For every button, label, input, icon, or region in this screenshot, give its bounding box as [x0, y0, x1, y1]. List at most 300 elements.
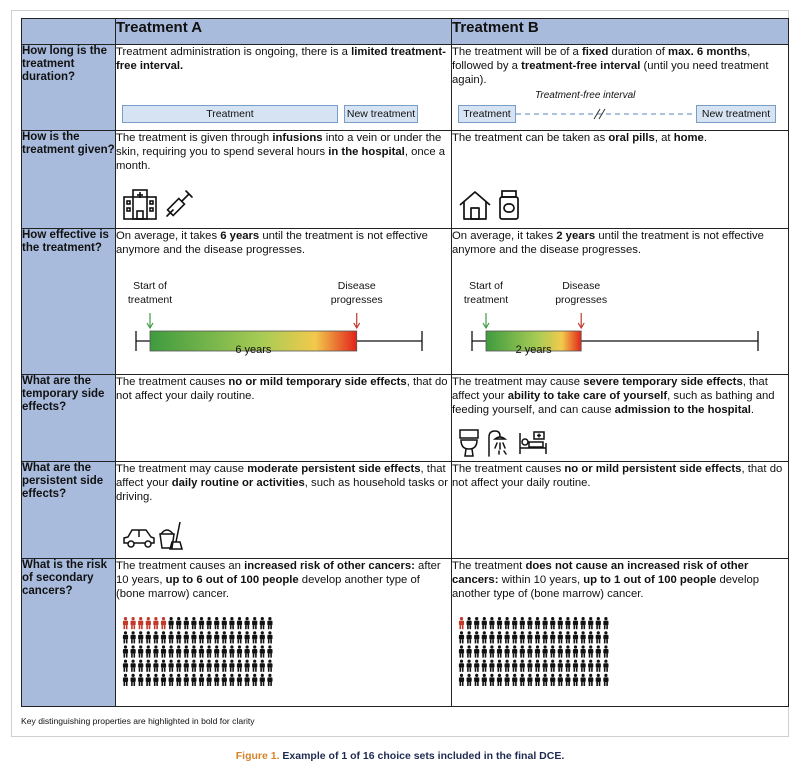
person-icon [558, 645, 563, 657]
person-icon [199, 660, 204, 672]
syringe-icon [164, 189, 194, 219]
person-icon [558, 660, 563, 672]
bold-text-segment: 6 years [220, 230, 260, 242]
persistent-a-cell [116, 462, 452, 559]
text-segment: The treatment may cause [452, 376, 584, 388]
person-icon [573, 617, 578, 629]
person-icon [543, 660, 548, 672]
bold-text-segment: in the hospital [328, 146, 405, 158]
person-icon [535, 660, 540, 672]
affected-person-icon [161, 617, 166, 629]
effective-a-start-label: Start of treatment [127, 280, 173, 306]
person-icon [497, 674, 502, 686]
person-icon [543, 645, 548, 657]
bold-text-segment: treatment-free interval [521, 60, 641, 72]
choice-set-table [21, 18, 789, 707]
duration-a-cell [116, 45, 452, 131]
bold-text-segment: no or mild persistent side effects [564, 463, 742, 475]
person-icon [603, 660, 608, 672]
person-icon [214, 645, 219, 657]
person-icon [581, 645, 586, 657]
affected-person-icon [131, 617, 136, 629]
person-icon [260, 631, 265, 643]
person-icon [237, 631, 242, 643]
caption-text: Example of 1 of 16 choice sets included in the final DCE. [279, 750, 565, 762]
text-segment: The treatment causes [116, 376, 229, 388]
person-icon [467, 645, 472, 657]
person-icon [245, 631, 250, 643]
person-icon [565, 645, 570, 657]
person-icon [153, 674, 158, 686]
broom-bucket-icon [158, 520, 184, 550]
person-icon [505, 645, 510, 657]
person-icon [497, 617, 502, 629]
person-icon [199, 631, 204, 643]
bold-text-segment: up to 1 out of 100 people [583, 574, 717, 586]
person-icon [573, 660, 578, 672]
person-icon [527, 617, 532, 629]
person-icon [535, 645, 540, 657]
person-icon [260, 617, 265, 629]
person-icon [535, 631, 540, 643]
person-icon [550, 631, 555, 643]
person-icon [237, 617, 242, 629]
text-segment: . [703, 132, 707, 144]
duration-b-text [452, 45, 788, 87]
person-icon [191, 674, 196, 686]
duration-a-text [116, 45, 451, 73]
effective-a-cell [116, 229, 452, 375]
person-icon [512, 645, 517, 657]
text-segment: , that affect your [116, 463, 446, 489]
bold-text-segment: oral pills [608, 132, 655, 144]
temporary-a-cell [116, 375, 452, 462]
secondary-b-cell [452, 559, 789, 707]
person-icon [588, 674, 593, 686]
affected-person-icon [153, 617, 158, 629]
person-icon [467, 631, 472, 643]
person-icon [169, 617, 174, 629]
temporary-b-text [452, 375, 788, 417]
person-icon [565, 631, 570, 643]
person-icon [237, 660, 242, 672]
bold-text-segment: does not cause an increased risk of other cancers: [452, 560, 749, 586]
person-icon [603, 631, 608, 643]
person-icon [474, 645, 479, 657]
effective-b-cell [452, 229, 789, 375]
bold-text-segment: infusions [272, 132, 323, 144]
person-icon [565, 660, 570, 672]
text-segment: after 10 years, [116, 560, 441, 586]
person-icon [146, 660, 151, 672]
affected-person-icon [138, 617, 143, 629]
person-icon [138, 674, 143, 686]
question-duration: How long is the treatment duration? [22, 45, 116, 131]
person-icon [505, 674, 510, 686]
person-icon [482, 631, 487, 643]
question-temporary: What are the temporary side effects? [22, 375, 116, 462]
secondary-a-text [116, 559, 451, 601]
effective-a-years-label: 6 years [235, 344, 272, 356]
bold-text-segment: up to 6 out of 100 people [165, 574, 299, 586]
person-icon [214, 660, 219, 672]
person-icon [229, 674, 234, 686]
person-icon [252, 631, 257, 643]
person-icon [543, 617, 548, 629]
person-icon [573, 631, 578, 643]
person-icon [245, 660, 250, 672]
pill-bottle-icon [498, 189, 520, 221]
affected-person-icon [146, 617, 151, 629]
duration-b-new-treatment-bar: New treatment [696, 105, 776, 123]
person-icon [222, 631, 227, 643]
bold-text-segment: severe temporary side effects [583, 376, 743, 388]
person-icon [543, 674, 548, 686]
person-icon [184, 631, 189, 643]
secondary-a-cell [116, 559, 452, 707]
person-icon [207, 645, 212, 657]
duration-b-dashed-interval [516, 105, 696, 123]
affected-person-icon [459, 617, 464, 629]
person-icon [558, 631, 563, 643]
person-icon [138, 631, 143, 643]
person-icon [520, 617, 525, 629]
text-segment: into a vein or under the skin, requiring you to spend several hours [116, 132, 442, 158]
person-icon [489, 660, 494, 672]
person-icon [489, 674, 494, 686]
question-secondary: What is the risk of secondary cancers? [22, 559, 116, 707]
person-icon [191, 645, 196, 657]
person-icon [581, 617, 586, 629]
shower-icon [486, 429, 514, 457]
person-icon [184, 660, 189, 672]
person-icon [474, 617, 479, 629]
given-a-cell [116, 131, 452, 229]
question-persistent: What are the persistent side effects? [22, 462, 116, 559]
person-icon [207, 660, 212, 672]
duration-b-timeline [458, 105, 776, 123]
person-icon [550, 674, 555, 686]
duration-b-interval-label: Treatment-free interval [535, 90, 636, 101]
person-icon [550, 645, 555, 657]
secondary-b-text [452, 559, 788, 601]
person-icon [581, 660, 586, 672]
text-segment: (until you need treatment again). [452, 60, 769, 86]
text-segment: , at [654, 132, 674, 144]
given-a-text [116, 131, 451, 173]
person-icon [497, 631, 502, 643]
person-icon [505, 631, 510, 643]
person-icon [123, 674, 128, 686]
person-icon [482, 617, 487, 629]
person-icon [161, 674, 166, 686]
person-icon [565, 674, 570, 686]
effective-b-chart [458, 313, 778, 363]
person-icon [267, 617, 272, 629]
given-b-cell [452, 131, 789, 229]
person-icon [191, 631, 196, 643]
text-segment: The treatment may cause [116, 463, 248, 475]
effective-a-progress-label: Disease progresses [330, 280, 383, 306]
person-icon [482, 674, 487, 686]
person-icon [153, 660, 158, 672]
person-icon [252, 645, 257, 657]
person-icon [237, 645, 242, 657]
toilet-icon [458, 429, 480, 457]
person-icon [123, 645, 128, 657]
person-icon [527, 674, 532, 686]
duration-a-timeline [122, 105, 418, 123]
person-icon [482, 645, 487, 657]
text-segment: develop another type of (bone marrow) cancer. [452, 574, 760, 600]
affected-person-icon [123, 617, 128, 629]
person-icon [550, 660, 555, 672]
person-icon [596, 660, 601, 672]
footnote: Key distinguishing properties are highlighted in bold for clarity [21, 716, 255, 726]
person-icon [603, 617, 608, 629]
person-icon [459, 674, 464, 686]
person-icon [169, 674, 174, 686]
person-icon [505, 660, 510, 672]
person-icon [512, 674, 517, 686]
person-icon [131, 660, 136, 672]
text-segment: The treatment causes an [116, 560, 245, 572]
person-icon [161, 660, 166, 672]
person-icon [245, 674, 250, 686]
bold-text-segment: limited treatment-free interval. [116, 46, 446, 72]
person-icon [138, 660, 143, 672]
person-icon [459, 645, 464, 657]
person-icon [535, 674, 540, 686]
person-icon [543, 631, 548, 643]
person-icon [184, 645, 189, 657]
effective-b-years-label: 2 years [515, 344, 552, 356]
person-icon [603, 674, 608, 686]
bold-text-segment: fixed [581, 46, 609, 58]
secondary-b-pictogram [458, 615, 618, 695]
person-icon [520, 660, 525, 672]
person-icon [184, 617, 189, 629]
person-icon [467, 674, 472, 686]
person-icon [252, 674, 257, 686]
person-icon [596, 645, 601, 657]
header-corner [22, 19, 116, 45]
person-icon [459, 631, 464, 643]
person-icon [588, 645, 593, 657]
person-icon [123, 631, 128, 643]
persistent-b-text [452, 462, 788, 490]
duration-a-treatment-bar: Treatment [122, 105, 338, 123]
person-icon [565, 617, 570, 629]
person-icon [535, 617, 540, 629]
person-icon [474, 674, 479, 686]
person-icon [146, 674, 151, 686]
person-icon [229, 645, 234, 657]
person-icon [207, 631, 212, 643]
bold-text-segment: daily routine or activities [171, 477, 305, 489]
person-icon [588, 631, 593, 643]
effective-a-text [116, 229, 451, 257]
header-treatment-a: Treatment A [116, 19, 452, 45]
bold-text-segment: admission to the hospital [614, 404, 751, 416]
person-icon [558, 674, 563, 686]
text-segment: The treatment is given through [116, 132, 273, 144]
person-icon [214, 617, 219, 629]
person-icon [229, 617, 234, 629]
person-icon [245, 617, 250, 629]
text-segment: until the treatment is not effective anymore and the disease progresses. [116, 230, 428, 256]
bold-text-segment: max. 6 months [668, 46, 748, 58]
effective-b-timeline [458, 279, 778, 369]
person-icon [573, 645, 578, 657]
person-icon [222, 674, 227, 686]
text-segment: , that do not affect your daily routine. [116, 376, 448, 402]
person-icon [138, 645, 143, 657]
person-icon [131, 645, 136, 657]
text-segment: The treatment causes [452, 463, 565, 475]
person-icon [252, 660, 257, 672]
person-icon [489, 631, 494, 643]
text-segment: The treatment can be taken as [452, 132, 609, 144]
bold-text-segment: no or mild temporary side effects [228, 376, 407, 388]
duration-b-treatment-bar: Treatment [458, 105, 516, 123]
person-icon [596, 631, 601, 643]
given-b-text [452, 131, 788, 145]
effective-b-text [452, 229, 788, 257]
effective-a-timeline [122, 279, 442, 369]
text-segment: The treatment will be of a [452, 46, 582, 58]
person-icon [153, 631, 158, 643]
text-segment: , such as household tasks or driving. [116, 477, 448, 503]
person-icon [207, 617, 212, 629]
text-segment: On average, it takes [452, 230, 557, 242]
person-icon [161, 645, 166, 657]
person-icon [191, 617, 196, 629]
person-icon [573, 674, 578, 686]
text-segment: , such as bathing and feeding yourself, and can cause [452, 390, 775, 416]
person-icon [505, 617, 510, 629]
person-icon [222, 617, 227, 629]
person-icon [467, 660, 472, 672]
hospital-bed-icon [518, 431, 548, 455]
text-segment: , that affect your [452, 376, 768, 402]
text-segment: duration of [608, 46, 669, 58]
person-icon [459, 660, 464, 672]
text-segment: , once a month. [116, 146, 446, 172]
person-icon [237, 674, 242, 686]
person-icon [474, 660, 479, 672]
person-icon [229, 660, 234, 672]
person-icon [260, 674, 265, 686]
person-icon [527, 645, 532, 657]
person-icon [131, 631, 136, 643]
person-icon [267, 674, 272, 686]
duration-b-cell [452, 45, 789, 131]
person-icon [169, 631, 174, 643]
person-icon [176, 631, 181, 643]
person-icon [588, 617, 593, 629]
person-icon [176, 674, 181, 686]
car-icon [122, 526, 156, 550]
person-icon [520, 674, 525, 686]
person-icon [520, 645, 525, 657]
person-icon [207, 674, 212, 686]
person-icon [176, 660, 181, 672]
person-icon [214, 631, 219, 643]
person-icon [550, 617, 555, 629]
person-icon [596, 617, 601, 629]
bold-text-segment: 2 years [556, 230, 596, 242]
bold-text-segment: home [673, 132, 704, 144]
person-icon [603, 645, 608, 657]
person-icon [153, 645, 158, 657]
person-icon [489, 617, 494, 629]
text-segment: until the treatment is not effective anymore and the disease progresses. [452, 230, 764, 256]
text-segment: , followed by a [452, 46, 751, 72]
person-icon [497, 660, 502, 672]
effective-a-chart [122, 313, 442, 363]
person-icon [497, 645, 502, 657]
person-icon [267, 660, 272, 672]
person-icon [131, 674, 136, 686]
person-icon [222, 660, 227, 672]
caption-figure-label: Figure 1. [235, 750, 280, 762]
person-icon [474, 631, 479, 643]
bold-text-segment: ability to take care of yourself [507, 390, 668, 402]
person-icon [581, 674, 586, 686]
person-icon [191, 660, 196, 672]
person-icon [146, 645, 151, 657]
person-icon [199, 674, 204, 686]
question-effective: How effective is the treatment? [22, 229, 116, 375]
hospital-icon [122, 187, 158, 221]
person-icon [214, 674, 219, 686]
person-icon [482, 660, 487, 672]
effective-b-progress-label: Disease progresses [555, 280, 608, 306]
person-icon [199, 617, 204, 629]
persistent-b-cell [452, 462, 789, 559]
temporary-b-cell [452, 375, 789, 462]
person-icon [512, 631, 517, 643]
person-icon [169, 660, 174, 672]
secondary-a-pictogram [122, 615, 282, 695]
bold-text-segment: moderate persistent side effects [247, 463, 421, 475]
duration-a-new-treatment-bar: New treatment [344, 105, 418, 123]
person-icon [176, 617, 181, 629]
person-icon [512, 617, 517, 629]
person-icon [199, 645, 204, 657]
text-segment: , that do not affect your daily routine. [452, 463, 783, 489]
person-icon [184, 674, 189, 686]
bold-text-segment: increased risk of other cancers: [244, 560, 415, 572]
text-segment: Treatment administration is ongoing, there is a [116, 46, 352, 58]
person-icon [229, 631, 234, 643]
person-icon [512, 660, 517, 672]
temporary-a-text [116, 375, 451, 403]
person-icon [146, 631, 151, 643]
person-icon [176, 645, 181, 657]
figure-caption [0, 750, 800, 762]
text-segment: On average, it takes [116, 230, 221, 242]
person-icon [245, 645, 250, 657]
person-icon [520, 631, 525, 643]
person-icon [169, 645, 174, 657]
effective-b-start-label: Start of treatment [463, 280, 509, 306]
person-icon [527, 660, 532, 672]
text-segment: within 10 years, [498, 574, 584, 586]
home-icon [458, 189, 492, 221]
person-icon [267, 631, 272, 643]
